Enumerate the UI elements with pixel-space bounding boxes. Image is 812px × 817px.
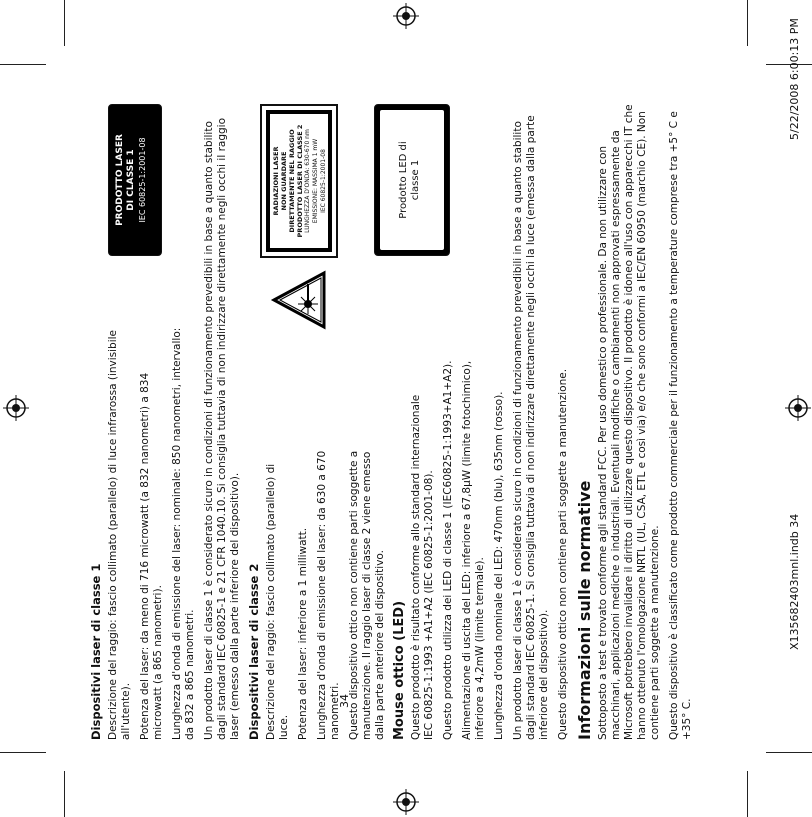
label-line: classe 1 bbox=[410, 159, 421, 201]
label-line: DIRETTAMENTE NEL RAGGIO bbox=[288, 129, 296, 233]
paragraph: Lunghezza d'onda nominale del LED: 470nm (blu), 635nm (rosso). bbox=[493, 391, 505, 740]
paragraph: Descrizione del raggio: fascio collimato (parallelo) di luce. bbox=[265, 463, 290, 740]
label-line: DI CLASSE 1 bbox=[126, 149, 136, 211]
footer-filename: X135682403mnl.indb 34 bbox=[788, 513, 801, 650]
paragraph: Descrizione del raggio: fascio collimato (parallelo) di luce infrarossa (invisibile all'utente). bbox=[107, 329, 132, 740]
crop-mark bbox=[64, 0, 65, 46]
paragraph: Questo dispositivo è classificato come prodotto commerciale per il funzionamento a temperature comprese tra +5° C e +35° C. bbox=[668, 111, 693, 740]
laser-class2-label bbox=[260, 104, 338, 258]
paragraph: Sottoposto a test e trovato conforme agli standard FCC. Per uso domestico o professionale. Da non utilizzare con macchinari, applicazioni mediche o industriali. Eventuali modifiche o cambiamenti non approvati espressamente da Microsoft potrebbero invalidare il diritto di utilizzare questo dispositivo. Il prodotto è idoneo all'uso con apparecchi IT che hanno ottenuto l'omologazione NRTL (UL, CSA, ETL e così via) e/o che sono conformi a IEC/EN 60950 (marchio CE). Non contiene parti soggette a manutenzione. bbox=[597, 104, 661, 740]
registration-mark-icon bbox=[393, 789, 419, 815]
paragraph: Questo prodotto è risultato conforme allo standard internazionale IEC 60825-1:1993 +A1+A2 (IEC 60825-1:2001-08). bbox=[410, 394, 435, 740]
paragraph: Questo dispositivo ottico non contiene parti soggette a manutenzione. Il raggio laser di classe 2 viene emesso dalla parte anteriore del dispositivo. bbox=[348, 450, 386, 740]
paragraph: Potenza del laser: da meno di 716 microwatt (a 832 nanometri) a 834 microwatt (a 865 nanometri). bbox=[139, 372, 164, 740]
paragraph: Questo dispositivo ottico non contiene parti soggette a manutenzione. bbox=[557, 368, 569, 740]
registration-mark-icon bbox=[3, 395, 29, 421]
crop-mark bbox=[0, 64, 46, 65]
led-class1-label bbox=[374, 104, 450, 256]
section-title-laser-classe2: Dispositivi laser di classe 2 bbox=[247, 563, 261, 740]
paragraph: Un prodotto laser di classe 1 è considerato sicuro in condizioni di funzionamento prevedibili in base a quanto stabilito dagli standard IEC 60825-1 e 21 CFR 1040.10. Si consiglia tuttavia di non indirizzare direttamente negli occhi il raggio laser (emesso dalla parte inferiore del dispositivo). bbox=[203, 117, 241, 740]
label-line: IEC 60825-1:2001-08 bbox=[320, 149, 327, 213]
footer-timestamp: 5/22/2008 6:00:13 PM bbox=[788, 18, 801, 140]
laser-warning-icon bbox=[270, 270, 330, 330]
label-line: Prodotto LED di bbox=[398, 141, 409, 219]
crop-mark bbox=[0, 752, 46, 753]
paragraph: Lunghezza d'onda di emissione del laser: nominale: 850 nanometri, intervallo: da 832 a 865 nanometri. bbox=[171, 327, 196, 740]
paragraph: Questo prodotto utilizza dei LED di classe 1 (IEC60825-1:1993+A1+A2). bbox=[442, 360, 454, 740]
laser-class1-label bbox=[108, 104, 162, 256]
label-line: PRODOTTO LASER bbox=[115, 134, 125, 226]
paragraph: Lunghezza d'onda di emissione del laser: da 630 a 670 nanometri. bbox=[316, 450, 341, 740]
registration-mark-icon bbox=[393, 3, 419, 29]
label-line: IEC 60825-1:2001-08 bbox=[138, 137, 147, 223]
page-number: 34 bbox=[338, 694, 351, 708]
paragraph: Potenza del laser: inferiore a 1 milliwatt. bbox=[297, 527, 309, 740]
crop-mark bbox=[64, 771, 65, 817]
label-line: EMISSIONE: MASSIMA 1 mW bbox=[312, 138, 319, 224]
section-title-normative: Informazioni sulle normative bbox=[575, 480, 594, 740]
label-line: NON GUARDARE bbox=[280, 151, 288, 211]
paragraph: Un prodotto laser di classe 1 è considerato sicuro in condizioni di funzionamento prevedibili in base a quanto stabilito dagli standard IEC 60825-1. Si consiglia tuttavia di non indirizzare direttamente negli occhi la luce (emessa dalla parte inferiore del dispositivo). bbox=[512, 115, 550, 740]
label-line: LUNGHEZZA D'ONDA: 630-670 nm bbox=[304, 129, 311, 233]
section-title-laser-classe1: Dispositivi laser di classe 1 bbox=[89, 563, 103, 740]
section-title-led: Mouse ottico (LED) bbox=[392, 600, 407, 740]
paragraph: Alimentazione di uscita del LED: inferiore a 67,8μW (limite fotochimico), inferiore a 4,2mW (limite termale). bbox=[461, 360, 486, 740]
crop-mark bbox=[766, 752, 812, 753]
label-line: RADIAZIONI LASER bbox=[272, 146, 280, 216]
label-line: PRODOTTO LASER DI CLASSE 2 bbox=[296, 124, 304, 238]
crop-mark bbox=[747, 771, 748, 817]
